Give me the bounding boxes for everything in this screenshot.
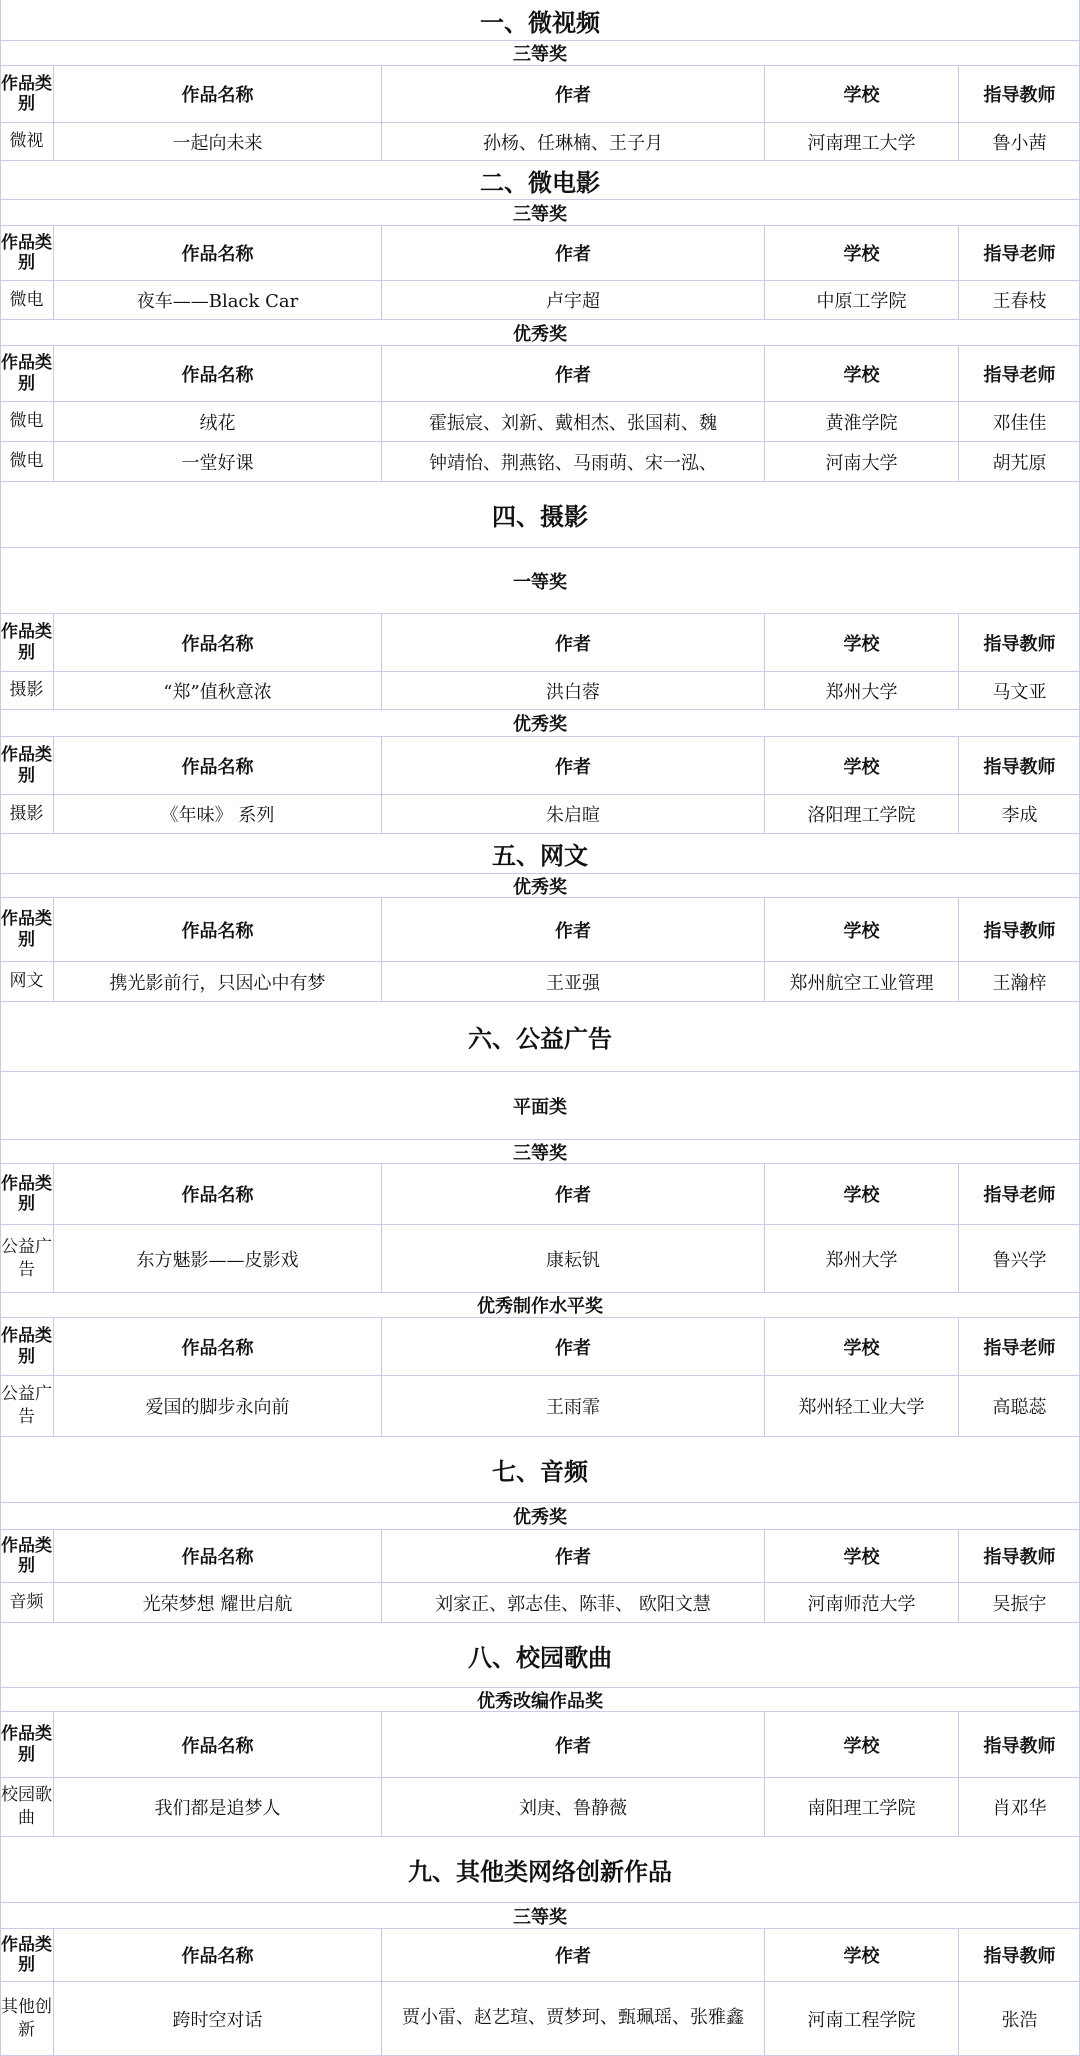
header-author: 作者: [382, 614, 765, 671]
cell-school: 郑州轻工业大学: [765, 1376, 959, 1436]
cell-title: 一堂好课: [54, 442, 382, 481]
cell-title: 绒花: [54, 402, 382, 441]
cell-author: 王亚强: [382, 962, 765, 1001]
header-teacher: 指导教师: [983, 1735, 1056, 1757]
cell-category: 其他创新: [0, 1982, 54, 2055]
cell-author: 钟靖怡、荆燕铭、马雨萌、宋一泓、: [382, 442, 765, 481]
table-row: [0, 123, 1080, 161]
table-row: [0, 1583, 1080, 1623]
table-row: [0, 962, 1080, 1002]
cell-category: 摄影: [0, 795, 54, 833]
cell-category: 微电: [0, 442, 54, 481]
cell-category: 摄影: [0, 672, 54, 709]
award-level: 一等奖: [0, 548, 1080, 614]
cell-title: 一起向未来: [54, 123, 382, 160]
header-title: 作品名称: [54, 1712, 382, 1777]
header-category: 作品类别: [0, 346, 54, 401]
cell-title: 我们都是追梦人: [54, 1778, 382, 1836]
award-level: 三等奖: [0, 200, 1080, 226]
header-category: 作品类别: [0, 1929, 54, 1981]
table-row: [0, 795, 1080, 834]
cell-category: 公益广告: [0, 1376, 54, 1436]
award-level: 三等奖: [0, 41, 1080, 66]
header-author: 作者: [382, 1530, 765, 1582]
award-level: 优秀改编作品奖: [0, 1688, 1080, 1712]
cell-title: 携光影前行，只因心中有梦: [54, 962, 382, 1001]
section-title: 二、微电影: [0, 161, 1080, 200]
cell-teacher: 肖邓华: [992, 1798, 1047, 1819]
header-school: 学校: [765, 226, 959, 280]
cell-teacher: 胡艽原: [992, 452, 1047, 474]
header-title: 作品名称: [54, 614, 382, 671]
section-title: 五、网文: [0, 834, 1080, 874]
cell-author: 孙杨、任琳楠、王子月: [382, 123, 765, 160]
cell-school: 河南工程学院: [765, 1982, 959, 2055]
cell-teacher: 马文亚: [992, 681, 1047, 703]
cell-school: 郑州大学: [765, 672, 959, 709]
header-author: 作者: [382, 346, 765, 401]
table-row: [0, 402, 1080, 442]
header-teacher: 指导教师: [983, 920, 1056, 942]
header-author: 作者: [382, 1929, 765, 1981]
cell-author: 卢宇超: [382, 281, 765, 319]
award-level: 优秀奖: [0, 874, 1080, 898]
header-category: 作品类别: [0, 66, 54, 122]
section-title: 一、微视频: [0, 0, 1080, 41]
award-level: 优秀奖: [0, 320, 1080, 346]
header-author: 作者: [382, 1318, 765, 1375]
header-school: 学校: [765, 1929, 959, 1981]
header-category: 作品类别: [0, 226, 54, 280]
cell-author: 朱启暄: [382, 795, 765, 833]
header-school: 学校: [765, 898, 959, 961]
cell-author: 霍振宸、刘新、戴相杰、张国莉、魏: [382, 402, 765, 441]
cell-title: 东方魅影——皮影戏: [54, 1225, 382, 1292]
header-row: [0, 1318, 1080, 1376]
header-author: 作者: [382, 66, 765, 122]
header-category: 作品类别: [0, 614, 54, 671]
header-school: 学校: [765, 1164, 959, 1224]
table-row: [0, 1225, 1080, 1293]
cell-category: 校园歌曲: [0, 1778, 54, 1836]
cell-title: 光荣梦想 耀世启航: [54, 1583, 382, 1622]
cell-teacher: 张浩: [1001, 2009, 1038, 2031]
header-row: [0, 1712, 1080, 1778]
header-teacher: 指导教师: [983, 756, 1056, 778]
header-school: 学校: [765, 66, 959, 122]
header-author: 作者: [382, 898, 765, 961]
header-title: 作品名称: [54, 1164, 382, 1224]
header-school: 学校: [765, 737, 959, 794]
header-row: [0, 737, 1080, 795]
cell-teacher: 王瀚梓: [992, 972, 1047, 994]
cell-school: 郑州大学: [765, 1225, 959, 1292]
header-teacher: 指导教师: [983, 85, 1056, 106]
cell-school: 洛阳理工学院: [765, 795, 959, 833]
cell-teacher: 鲁兴学: [992, 1249, 1047, 1271]
header-category: 作品类别: [0, 1712, 54, 1777]
cell-school: 河南大学: [765, 442, 959, 481]
cell-school: 郑州航空工业管理: [765, 962, 959, 1001]
section-subtitle: 平面类: [0, 1072, 1080, 1140]
award-level: 优秀奖: [0, 710, 1080, 737]
cell-teacher: 王春枝: [992, 291, 1047, 312]
cell-title: 跨时空对话: [54, 1982, 382, 2055]
header-category: 作品类别: [0, 1164, 54, 1224]
cell-teacher: 吴振宇: [992, 1593, 1047, 1615]
header-title: 作品名称: [54, 1530, 382, 1582]
cell-teacher: 邓佳佳: [992, 412, 1047, 434]
cell-author: 洪白蓉: [382, 672, 765, 709]
section-title: 六、公益广告: [0, 1002, 1080, 1072]
cell-author: 王雨霏: [382, 1376, 765, 1436]
header-author: 作者: [382, 737, 765, 794]
cell-school: 南阳理工学院: [765, 1778, 959, 1836]
cell-title: 夜车——Black Car: [54, 281, 382, 319]
table-row: [0, 442, 1080, 482]
header-teacher: 指导教师: [983, 1946, 1056, 1967]
header-school: 学校: [765, 614, 959, 671]
header-category: 作品类别: [0, 1318, 54, 1375]
section-title: 九、其他类网络创新作品: [0, 1837, 1080, 1903]
header-title: 作品名称: [54, 346, 382, 401]
cell-school: 河南理工大学: [765, 123, 959, 160]
header-author: 作者: [382, 226, 765, 280]
section-title: 八、校园歌曲: [0, 1623, 1080, 1688]
cell-author: 贾小雷、赵艺瑄、贾梦珂、甄珮瑶、张雅鑫: [382, 1982, 765, 2055]
header-row: [0, 66, 1080, 123]
header-author: 作者: [382, 1712, 765, 1777]
table-row: [0, 1982, 1080, 2056]
cell-category: 音频: [0, 1583, 54, 1622]
table-row: [0, 1778, 1080, 1837]
award-level: 三等奖: [0, 1903, 1080, 1929]
header-title: 作品名称: [54, 66, 382, 122]
cell-author: 刘庚、鲁静薇: [382, 1778, 765, 1836]
header-author: 作者: [382, 1164, 765, 1224]
header-teacher: 指导老师: [983, 244, 1056, 265]
header-teacher: 指导老师: [983, 1337, 1056, 1359]
cell-school: 黄淮学院: [765, 402, 959, 441]
header-category: 作品类别: [0, 898, 54, 961]
cell-category: 微电: [0, 402, 54, 441]
cell-school: 中原工学院: [765, 281, 959, 319]
cell-category: 公益广告: [0, 1225, 54, 1292]
cell-teacher: 李成: [1001, 805, 1038, 826]
header-school: 学校: [765, 1530, 959, 1582]
header-title: 作品名称: [54, 226, 382, 280]
header-title: 作品名称: [54, 737, 382, 794]
cell-title: 《年味》 系列: [54, 795, 382, 833]
cell-category: 网文: [0, 962, 54, 1001]
header-row: [0, 1530, 1080, 1583]
cell-author: 康耘钒: [382, 1225, 765, 1292]
cell-school: 河南师范大学: [765, 1583, 959, 1622]
award-level: 优秀制作水平奖: [0, 1293, 1080, 1318]
header-teacher: 指导教师: [983, 1547, 1056, 1568]
cell-title: 爱国的脚步永向前: [54, 1376, 382, 1436]
award-level: 三等奖: [0, 1140, 1080, 1164]
cell-category: 微电: [0, 281, 54, 319]
cell-title: “郑”值秋意浓: [54, 672, 382, 709]
header-title: 作品名称: [54, 1929, 382, 1981]
header-row: [0, 1929, 1080, 1982]
header-title: 作品名称: [54, 1318, 382, 1375]
section-title: 七、音频: [0, 1437, 1080, 1503]
header-teacher: 指导老师: [983, 364, 1056, 386]
cell-author: 刘家正、郭志佳、陈菲、 欧阳文慧: [382, 1583, 765, 1622]
cell-teacher: 鲁小茜: [992, 132, 1047, 154]
header-row: [0, 1164, 1080, 1225]
table-row: [0, 672, 1080, 710]
header-category: 作品类别: [0, 1530, 54, 1582]
header-row: [0, 226, 1080, 281]
header-school: 学校: [765, 346, 959, 401]
header-teacher: 指导老师: [983, 1185, 1056, 1206]
header-title: 作品名称: [54, 898, 382, 961]
header-row: [0, 614, 1080, 672]
header-school: 学校: [765, 1318, 959, 1375]
section-title: 四、摄影: [0, 482, 1080, 548]
header-school: 学校: [765, 1712, 959, 1777]
table-row: [0, 281, 1080, 320]
cell-teacher: 高聪蕊: [992, 1397, 1047, 1418]
header-row: [0, 898, 1080, 962]
header-category: 作品类别: [0, 737, 54, 794]
cell-category: 微视: [0, 123, 54, 160]
award-level: 优秀奖: [0, 1503, 1080, 1530]
table-row: [0, 1376, 1080, 1437]
header-teacher: 指导教师: [983, 633, 1056, 655]
header-row: [0, 346, 1080, 402]
